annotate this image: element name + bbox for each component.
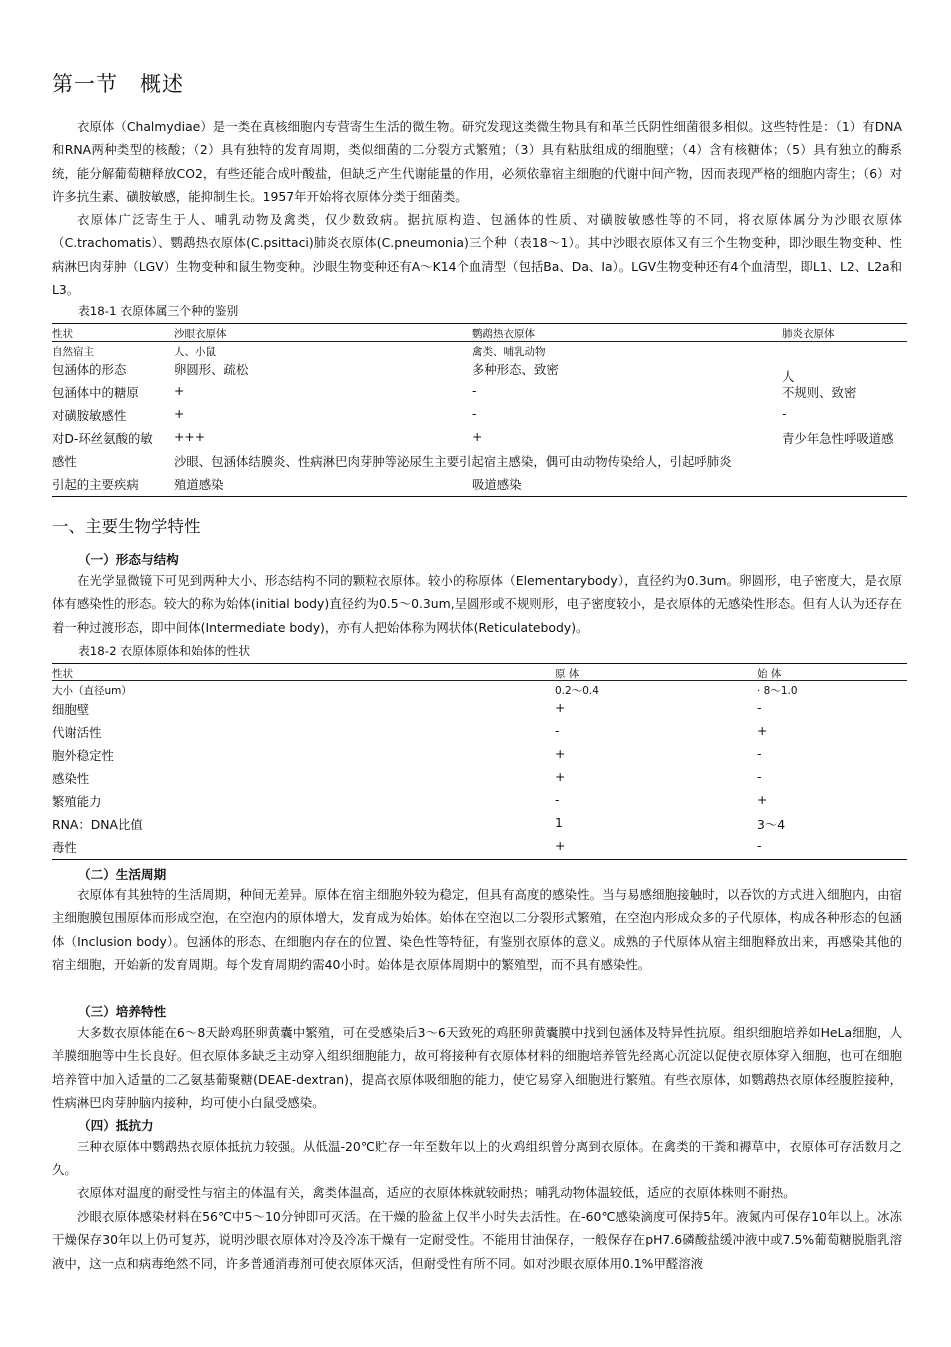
table1-cell: 自然宿主 [52, 346, 94, 358]
table1-header-pneumoniae: 肺炎衣原体 [782, 328, 835, 340]
table1-cell: +++ [174, 429, 206, 444]
page-title: 第一节 概述 [52, 72, 184, 96]
table1-cell: 不规则、致密 [782, 385, 857, 400]
table1-header-psittaci: 鹦鹉热衣原体 [472, 328, 535, 340]
table1-cell: 引起的主要疾病 [52, 477, 139, 492]
table2-cell: 胞外稳定性 [52, 748, 114, 763]
table1-cell: 卵圆形、疏松 [174, 362, 249, 377]
table1-cell: 对磺胺敏感性 [52, 408, 127, 423]
life-cycle-paragraph: 衣原体有其独特的生活周期，种间无差异。原体在宿主细胞外较为稳定，但具有高度的感染性。当与易感细胞接触时，以吞饮的方式进入细胞内，由宿主细胞膜包围原体而形成空泡，在空泡内的原体增大，发育成为始体。始体在空泡以二分裂形式繁殖，在空泡内形成众多的子代原体，构成各种形态的包涵体（Inclusion body）。包涵体的形态、在细胞内存在的位置、染色性等特征，有鉴别衣原体的意义。成熟的子代原体从宿主细胞释放出来，再感染其他的宿主细胞，开始新的发育周期。每个发育周期约需40小时。始体是衣原体周期中的繁殖型，而不具有感染性。 [52, 887, 902, 972]
resistance-paragraph-1: 三种衣原体中鹦鹉热衣原体抵抗力较强。从低温-20℃贮存一年至数年以上的火鸡组织曾分离到衣原体。在禽类的干粪和褥草中，衣原体可存活数月之久。 [52, 1139, 902, 1178]
table1-cell: 包涵体中的糖原 [52, 385, 139, 400]
table2-cell: 毒性 [52, 840, 77, 855]
table1-cell: + [174, 383, 185, 398]
table2-caption: 表18-2 衣原体原体和始体的性状 [78, 644, 251, 658]
table1-cell: - [782, 406, 787, 421]
table2-cell: - [757, 746, 762, 761]
table1-cell: 青少年急性呼吸道感 [782, 431, 894, 446]
table2-header-elementary: 原 体 [555, 668, 580, 680]
table2-cell: + [555, 838, 566, 853]
intro-paragraph-1: 衣原体（Chalmydiae）是一类在真核细胞内专营寄生生活的微生物。研究发现这类微生物具有和革兰氏阴性细菌很多相似。这些特性是：（1）有DNA和RNA两种类型的核酸；（2）具有独特的发育周期，类似细菌的二分裂方式繁殖；（3）具有粘肽组成的细胞壁；（4）含有核糖体；（5）具有独立的酶系统，能分解葡萄糖释放CO2，有些还能合成叶酸盐，但缺乏产生代谢能量的作用，必须依靠宿主细胞的代谢中间产物，因而表现严格的细胞内寄生；（6）对许多抗生素、磺胺敏感，能抑制生长。1957年开始将衣原体分类于细菌类。 [52, 119, 902, 204]
intro-paragraph-2: 衣原体广泛寄生于人、哺乳动物及禽类，仅少数致病。据抗原构造、包涵体的性质、对磺胺敏感性等的不同，将衣原体属分为沙眼衣原体（C.trachomatis）、鹦鹉热衣原体(C.psittaci)肺炎衣原体(C.pneumonia)三个种（表18～1）。其中沙眼衣原体又有三个生物变种，即沙眼生物变种、性病淋巴肉芽肿（LGV）生物变种和鼠生物变种。沙眼生物变种还有A～K14个血清型（包括Ba、Da、Ia）。LGV生物变种还有4个血清型，即L1、L2、L2a和L3。 [52, 212, 902, 297]
subsection-heading: （一）形态与结构 [78, 552, 179, 567]
table2-header-rule [52, 680, 907, 681]
resistance-paragraph-3: 沙眼衣原体感染材料在56℃中5～10分钟即可灭活。在干燥的脸盆上仅半小时失去活性。在-60℃感染滴度可保持5年。液氮内可保存10年以上。冰冻干燥保存30年以上仍可复苏，说明沙眼衣原体对冷及冷冻干燥有一定耐受性。不能用甘油保存，一般保存在pH7.6磷酸盐缓冲液中或7.5%葡萄糖脱脂乳溶液中，这一点和病毒绝然不同，许多普通消毒剂可使衣原体灭活，但耐受性有所不同。如对沙眼衣原体用0.1%甲醛溶液 [52, 1209, 902, 1271]
table2-cell: - [555, 792, 560, 807]
table2-cell: 0.2～0.4 [555, 685, 599, 697]
table1-cell: 人、小鼠 [174, 346, 216, 358]
table2-header-initial: 始 体 [757, 668, 782, 680]
section-heading: 一、主要生物学特性 [52, 517, 201, 536]
table1-cell: 多种形态、致密 [472, 362, 559, 377]
table1-cell: 人 [782, 369, 795, 384]
table1-caption: 表18-1 衣原体属三个种的鉴别 [78, 304, 239, 318]
table2-cell: - [757, 769, 762, 784]
table2-cell: + [555, 746, 566, 761]
table2-cell: RNA：DNA比值 [52, 817, 143, 832]
morphology-paragraph: 在光学显微镜下可见到两种大小、形态结构不同的颗粒衣原体。较小的称原体（Elementarybody），直径约为0.3um。卵圆形，电子密度大，是衣原体有感染性的形态。较大的称为始体(initial body)直径约为0.5～0.3um,呈圆形或不规则形，电子密度较小，是衣原体的无感染性形态。但有人认为还存在着一种过渡形态，即中间体(Intermediate body)，亦有人把始体称为网状体(Reticulatebody)。 [52, 573, 902, 635]
table2-cell: - [757, 700, 762, 715]
table2-cell: · 8～1.0 [757, 685, 798, 697]
table2-cell: 1 [555, 815, 563, 830]
table2-cell: 繁殖能力 [52, 794, 102, 809]
table1-header-trait: 性状 [52, 328, 73, 340]
subsection-heading: （三）培养特性 [78, 1004, 167, 1019]
table2-cell: 代谢活性 [52, 725, 102, 740]
table2-cell: 3～4 [757, 817, 786, 832]
table2-cell: + [757, 723, 768, 738]
table2-cell: 大小（直径um） [52, 685, 132, 697]
table1-header-trachomatis: 沙眼衣原体 [174, 328, 227, 340]
table1-cell: 禽类、哺乳动物 [472, 346, 546, 358]
resistance-paragraph-2: 衣原体对温度的耐受性与宿主的体温有关，禽类体温高，适应的衣原体株就较耐热；哺乳动物体温较低，适应的衣原体株则不耐热。 [77, 1185, 796, 1200]
table1-cell: 对D-环丝氨酸的敏 [52, 431, 153, 446]
table1-header-rule [52, 341, 907, 342]
table1-cell: - [472, 383, 477, 398]
table1-bottom-rule [52, 496, 907, 497]
table2-top-rule [52, 663, 907, 664]
subsection-heading: （二）生活周期 [78, 867, 167, 882]
table2-cell: + [757, 792, 768, 807]
table2-cell: 细胞壁 [52, 702, 90, 717]
table2-cell: + [555, 769, 566, 784]
table2-cell: 感染性 [52, 771, 90, 786]
table1-cell: 沙眼、包涵体结膜炎、性病淋巴肉芽肿等泌尿生主要引起宿主感染，偶可由动物传染给人，引起呼肺炎 [174, 454, 732, 469]
table2-cell: - [555, 723, 560, 738]
table1-cell: + [472, 429, 483, 444]
table2-cell: + [555, 700, 566, 715]
table1-cell: 包涵体的形态 [52, 362, 127, 377]
table2-bottom-rule [52, 859, 907, 860]
subsection-heading: （四）抵抗力 [78, 1118, 154, 1133]
table2-header-trait: 性状 [52, 668, 73, 680]
table1-cell: 感性 [52, 454, 77, 469]
table1-cell: 殖道感染 [174, 477, 224, 492]
culture-paragraph: 大多数衣原体能在6～8天龄鸡胚卵黄囊中繁殖，可在受感染后3～6天致死的鸡胚卵黄囊膜中找到包涵体及特异性抗原。组织细胞培养如HeLa细胞，人羊膜细胞等中生长良好。但衣原体多缺乏主动穿入组织细胞能力，故可将接种有衣原体材料的细胞培养管先经离心沉淀以促使衣原体穿入细胞，也可在细胞培养管中加入适量的二乙氨基葡聚糖(DEAE-dextran)，提高衣原体吸细胞的能力，使它易穿入细胞进行繁殖。有些衣原体，如鹦鹉热衣原体经腹腔接种，性病淋巴肉芽肿脑内接种，均可使小白鼠受感染。 [52, 1025, 902, 1110]
table1-cell: - [472, 406, 477, 421]
table1-top-rule [52, 323, 907, 324]
table1-cell: 吸道感染 [472, 477, 522, 492]
table2-cell: - [757, 838, 762, 853]
table1-cell: + [174, 406, 185, 421]
